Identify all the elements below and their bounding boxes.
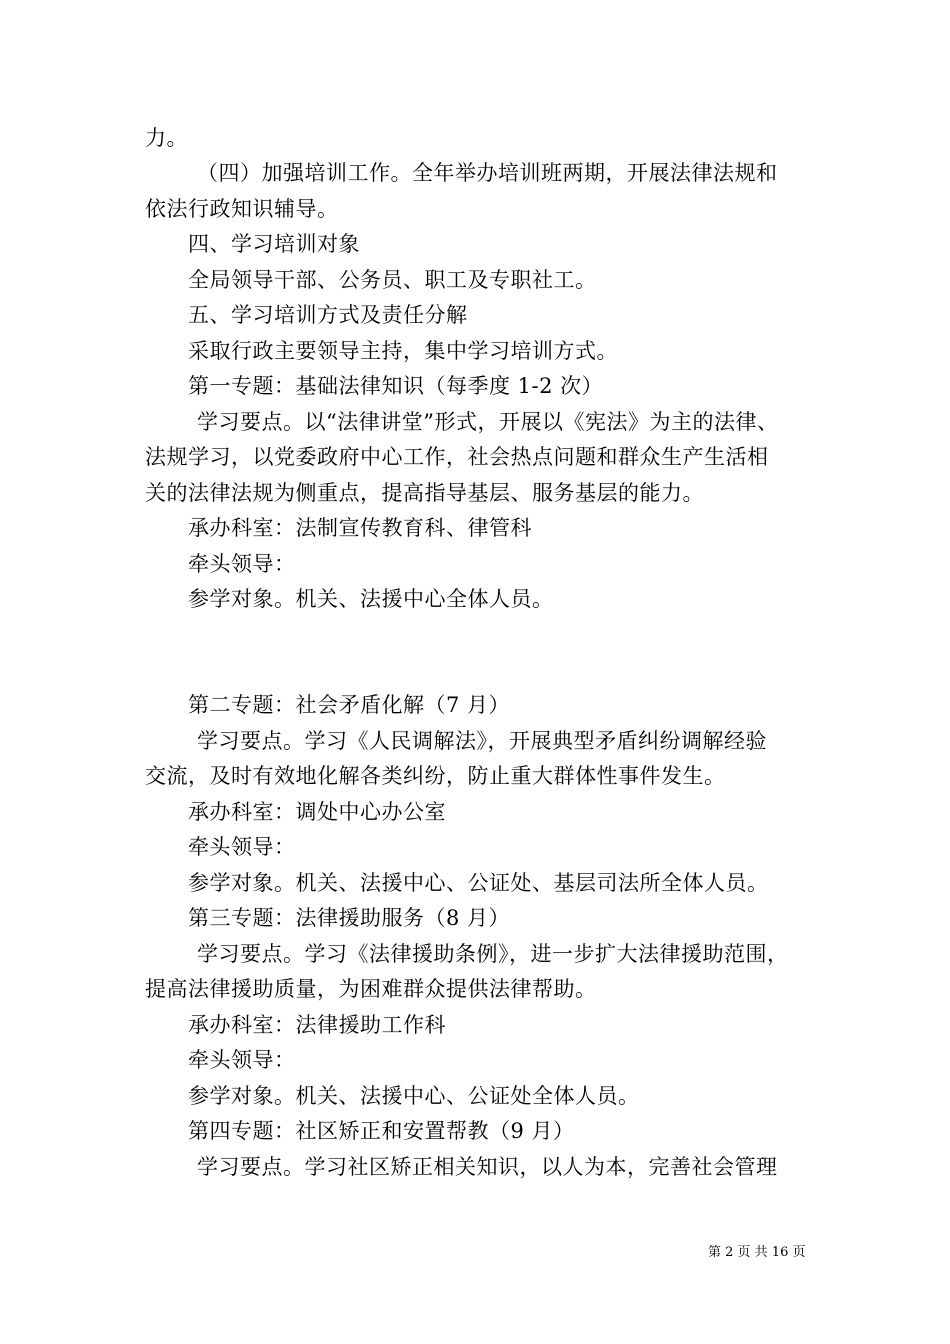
topic-heading: 第三专题：法律援助服务（8 月） bbox=[188, 906, 511, 930]
section-heading: 五、学习培训方式及责任分解 bbox=[188, 303, 468, 327]
paragraph-line: 承办科室：法制宣传教育科、律管科 bbox=[188, 516, 532, 540]
page-number: 第 2 页 共 16 页 bbox=[708, 1245, 806, 1260]
section-heading: 四、学习培训对象 bbox=[188, 232, 360, 256]
paragraph-line: 关的法律法规为侧重点，提高指导基层、服务基层的能力。 bbox=[145, 481, 704, 505]
paragraph-line: 交流，及时有效地化解各类纠纷，防止重大群体性事件发生。 bbox=[145, 764, 726, 788]
topic-heading: 第二专题：社会矛盾化解（7 月） bbox=[188, 693, 511, 717]
paragraph-line: 承办科室：调处中心办公室 bbox=[188, 800, 446, 824]
paragraph-line: 依法行政知识辅导。 bbox=[145, 197, 339, 221]
paragraph-line: 学习要点。学习《法律援助条例》，进一步扩大法律援助范围， bbox=[197, 942, 789, 966]
paragraph-line: 参学对象。机关、法援中心、公证处、基层司法所全体人员。 bbox=[188, 871, 769, 895]
paragraph-line: 提高法律援助质量，为困难群众提供法律帮助。 bbox=[145, 977, 597, 1001]
paragraph-line: 承办科室：法律援助工作科 bbox=[188, 1013, 446, 1037]
paragraph-line: 牵头领导： bbox=[188, 835, 296, 859]
paragraph-line: （四）加强培训工作。全年举办培训班两期，开展法律法规和 bbox=[197, 161, 778, 185]
paragraph-line: 参学对象。机关、法援中心全体人员。 bbox=[188, 587, 554, 611]
paragraph-line: 全局领导干部、公务员、职工及专职社工。 bbox=[188, 268, 597, 292]
paragraph-line: 参学对象。机关、法援中心、公证处全体人员。 bbox=[188, 1084, 640, 1108]
paragraph-line: 牵头领导： bbox=[188, 1048, 296, 1072]
paragraph-line: 学习要点。学习《人民调解法》，开展典型矛盾纠纷调解经验 bbox=[197, 729, 767, 753]
paragraph-line: 采取行政主要领导主持，集中学习培训方式。 bbox=[188, 339, 618, 363]
paragraph-line: 力。 bbox=[145, 126, 188, 150]
paragraph-line: 法规学习，以党委政府中心工作，社会热点问题和群众生产生活相 bbox=[145, 445, 769, 469]
paragraph-line: 牵头领导： bbox=[188, 552, 296, 576]
topic-heading: 第一专题：基础法律知识（每季度 1-2 次） bbox=[188, 374, 604, 398]
topic-heading: 第四专题：社区矫正和安置帮教（9 月） bbox=[188, 1119, 575, 1143]
paragraph-line: 学习要点。学习社区矫正相关知识，以人为本，完善社会管理 bbox=[197, 1155, 778, 1179]
paragraph-line: 学习要点。以“法律讲堂”形式，开展以《宪法》为主的法律、 bbox=[197, 410, 779, 434]
